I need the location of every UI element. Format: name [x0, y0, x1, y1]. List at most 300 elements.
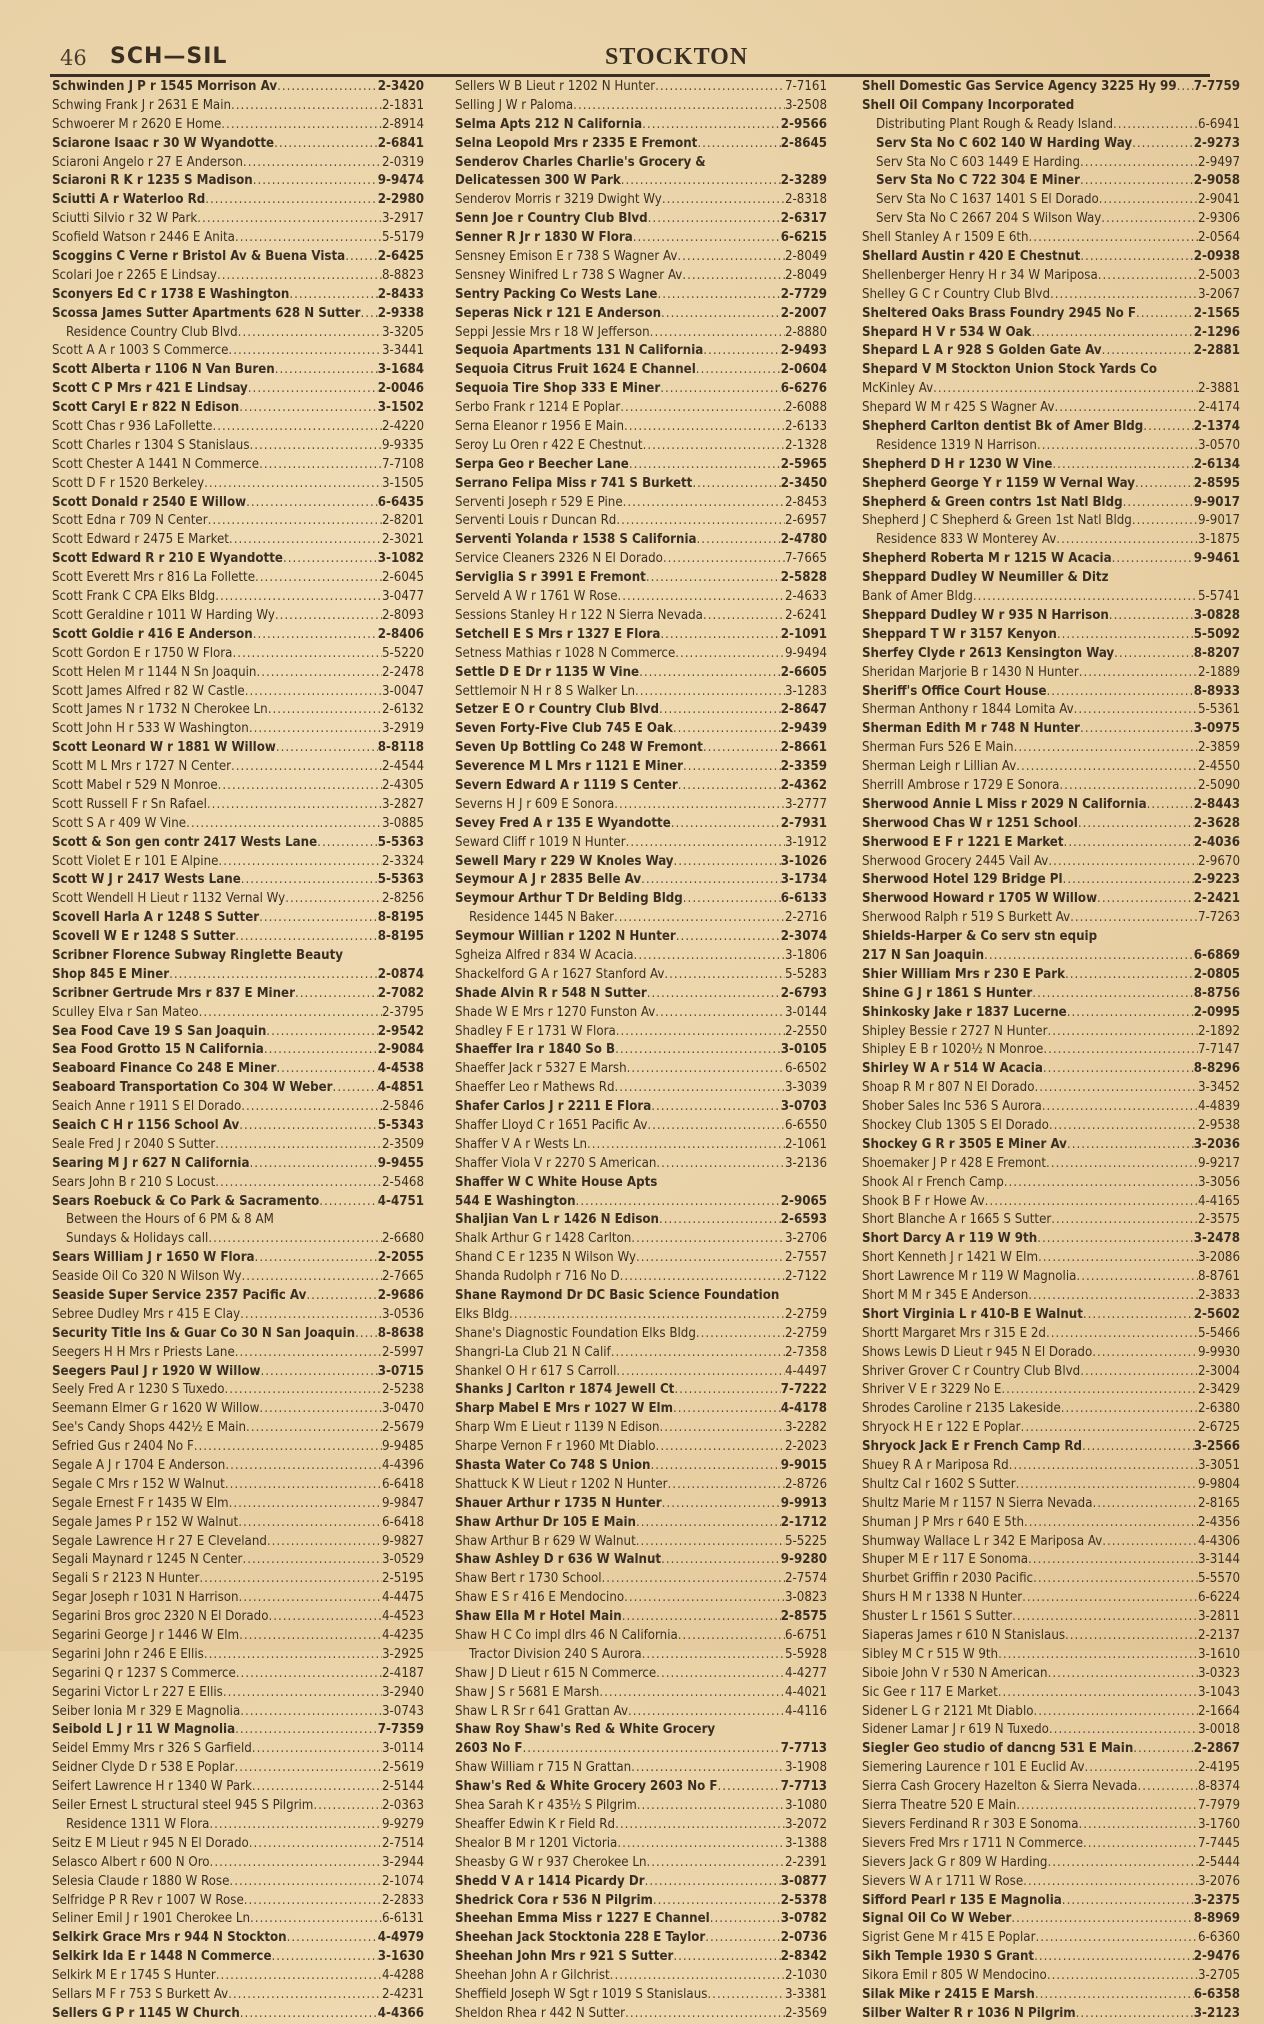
leader-dots: [1029, 229, 1198, 248]
listing-entry: [862, 1646, 1240, 1665]
listing-entry: [862, 1570, 1240, 1589]
listing-name-address: Selling J W r Paloma: [455, 97, 574, 113]
phone-number: 7-7161: [784, 79, 827, 94]
listing-name-address: Scott Mabel r 529 N Monroe: [52, 777, 218, 793]
leader-dots: [1080, 1363, 1198, 1382]
listing-name-address: Selfridge P R Rev r 1007 W Rose: [52, 1892, 244, 1908]
phone-number: 3-3452: [1197, 1080, 1240, 1096]
listing-entry: [862, 1117, 1240, 1136]
listing-name-address: McKinley Av: [862, 381, 934, 397]
leader-dots: [662, 1495, 781, 1514]
listing-name-address: Shangri-La Club 21 N Calif: [455, 1344, 611, 1360]
phone-number: 2-1889: [1197, 664, 1240, 680]
leader-dots: [239, 399, 378, 418]
phone-number: 2-4036: [1193, 834, 1240, 850]
leader-dots: [647, 1854, 785, 1873]
phone-number: 2-0604: [780, 362, 827, 378]
listing-name-address: Seroy Lu Oren r 422 E Chestnut: [455, 437, 643, 453]
phone-number: 2-9538: [1197, 1117, 1240, 1133]
listing-entry: [455, 267, 827, 286]
listing-name-address: Shockey Club 1305 S El Dorado: [862, 1117, 1049, 1133]
listing-name-address: Severn Edward A r 1119 S Center: [455, 777, 678, 793]
listing-name-address: Segale Lawrence H r 27 E Cleveland: [52, 1533, 267, 1549]
listing-subentry: [862, 531, 1240, 550]
leader-dots: [216, 1967, 382, 1986]
phone-number: 3-3381: [784, 1986, 827, 2002]
listing-entry: [455, 1721, 827, 1740]
listing-entry: [52, 1495, 424, 1514]
leader-dots: [1049, 1117, 1198, 1136]
listing-name-address: Shepherd & Green contrs 1st Natl Bldg: [862, 494, 1123, 510]
leader-dots: [232, 645, 382, 664]
phone-number: 9-9913: [780, 1495, 827, 1511]
phone-number: 7-7445: [1197, 1835, 1240, 1851]
leader-dots: [696, 361, 781, 380]
listing-entry: [862, 1986, 1240, 2005]
phone-number: 3-0703: [780, 1099, 827, 1115]
listing-name-address: Sherwood Annie L Miss r 2029 N California: [862, 796, 1147, 812]
phone-number: 2-3021: [381, 532, 424, 548]
leader-dots: [1076, 1268, 1198, 1287]
listing-entry: [862, 494, 1240, 513]
phone-number: 3-0144: [784, 1004, 827, 1020]
phone-number: 2-7665: [381, 1269, 424, 1285]
leader-dots: [306, 1287, 377, 1306]
leader-dots: [1016, 1797, 1198, 1816]
phone-number: 2-9670: [1197, 853, 1240, 869]
listing-name-address: Security Title Ins & Guar Co 30 N San Joaquin: [52, 1325, 356, 1341]
phone-number: 3-2917: [381, 211, 424, 227]
listing-entry: [455, 701, 827, 720]
listing-entry: [862, 1476, 1240, 1495]
leader-dots: [1099, 191, 1198, 210]
listing-name-address: Shultz Marie M r 1157 N Sierra Nevada: [862, 1495, 1093, 1511]
leader-dots: [1038, 1249, 1198, 1268]
listing-entry: [52, 1287, 424, 1306]
leader-dots: [250, 437, 382, 456]
listing-entry: [455, 1703, 827, 1722]
leader-dots: [1109, 607, 1194, 626]
phone-number: 6-6869: [1193, 947, 1240, 963]
listing-name-address: Siegler Geo studio of dancng 531 E Main: [862, 1741, 1134, 1757]
leader-dots: [319, 1193, 378, 1212]
listing-name-address: Scott James Alfred r 82 W Castle: [52, 683, 245, 699]
listing-name-address: Shauer Arthur r 1735 N Hunter: [455, 1495, 662, 1511]
listing-entry: [862, 1778, 1240, 1797]
phone-number: 7-7979: [1197, 1798, 1240, 1814]
leader-dots: [1035, 1986, 1194, 2005]
leader-dots: [616, 1023, 785, 1042]
listing-subentry: [455, 1646, 827, 1665]
listing-entry: [52, 531, 424, 550]
listing-name-address: Sherman Furs 526 E Main: [862, 740, 1014, 756]
listing-name-address: Sciaroni R K r 1235 S Madison: [52, 173, 253, 189]
listing-entry: [455, 154, 827, 173]
phone-number: 3-3441: [381, 343, 424, 359]
leader-dots: [1016, 1476, 1198, 1495]
leader-dots: [1135, 475, 1194, 494]
listing-entry: [52, 1703, 424, 1722]
leader-dots: [259, 1400, 382, 1419]
listing-entry: [862, 1551, 1240, 1570]
phone-number: 5-5343: [377, 1117, 424, 1133]
leader-dots: [1001, 1381, 1198, 1400]
listing-entry: [862, 1193, 1240, 1212]
phone-number: 8-8756: [1193, 985, 1240, 1001]
listing-name-address: Segarini George J r 1446 W Elm: [52, 1628, 240, 1644]
phone-number: 2-3881: [1197, 381, 1240, 397]
leader-dots: [1085, 1759, 1198, 1778]
listing-name-address: Serv Sta No C 1637 1401 S El Dorado: [876, 192, 1099, 208]
phone-number: 2-8647: [780, 702, 827, 718]
listing-entry: [52, 1929, 424, 1948]
phone-number: 2-9542: [377, 1023, 424, 1039]
leader-dots: [646, 569, 781, 588]
phone-number: 2-3795: [381, 1004, 424, 1020]
phone-number: 2-3509: [381, 1136, 424, 1152]
phone-number: 2-8201: [381, 513, 424, 529]
listing-name-address: Delicatessen 300 W Park: [455, 173, 621, 189]
listing-entry: [862, 1136, 1240, 1155]
listing-name-address: Seven Forty-Five Club 745 E Oak: [455, 721, 673, 737]
phone-number: 3-1630: [377, 1949, 424, 1965]
phone-number: 9-9461: [1193, 551, 1240, 567]
listing-name-address: Seidner Clyde D r 538 E Poplar: [52, 1760, 235, 1776]
listing-name-address: Shuper M E r 117 E Sonoma: [862, 1552, 1029, 1568]
listing-name-address: Sherrill Ambrose r 1729 E Sonora: [862, 777, 1060, 793]
listing-name-address: Sherman Leigh r Lillian Av: [862, 759, 1017, 775]
listing-entry: [862, 1967, 1240, 1986]
leader-dots: [245, 683, 382, 702]
listing-entry: [455, 1117, 827, 1136]
listing-entry: [862, 1721, 1240, 1740]
listing-entry: [52, 607, 424, 626]
listing-entry: [52, 683, 424, 702]
phone-number: 9-9485: [381, 1439, 424, 1455]
listing-name-address: Schwinden J P r 1545 Morrison Av: [52, 79, 278, 94]
listing-entry: [52, 1381, 424, 1400]
listing-name-address: Sellers G P r 1145 W Church: [52, 2005, 240, 2021]
leader-dots: [653, 1892, 781, 1911]
listing-name-address: Shryock H E r 122 E Poplar: [862, 1420, 1021, 1436]
phone-number: 3-2777: [784, 796, 827, 812]
phone-number: 8-8195: [377, 929, 424, 945]
listing-entry: [52, 1514, 424, 1533]
listing-name-address: Sea Food Cave 19 S San Joaquin: [52, 1023, 267, 1039]
leader-dots: [239, 1589, 382, 1608]
phone-number: 2-0938: [1193, 249, 1240, 265]
phone-number: 2-3450: [780, 475, 827, 491]
listing-continuation: [455, 1306, 827, 1325]
leader-dots: [276, 739, 378, 758]
listing-entry: [52, 853, 424, 872]
listing-name-address: Sherwood Chas W r 1251 School: [862, 815, 1078, 831]
phone-number: 4-4396: [381, 1458, 424, 1474]
leader-dots: [205, 191, 378, 210]
listing-name-address: Sciutti Silvio r 32 W Park: [52, 211, 198, 227]
leader-dots: [186, 815, 382, 834]
leader-dots: [1064, 834, 1194, 853]
listing-entry: [455, 1079, 827, 1098]
leader-dots: [255, 1249, 378, 1268]
listing-entry: [862, 1684, 1240, 1703]
leader-dots: [998, 1684, 1198, 1703]
listing-name-address: Sefried Gus r 2404 No F: [52, 1439, 194, 1455]
leader-dots: [710, 1910, 781, 1929]
listing-name-address: Seaboard Finance Co 248 E Miner: [52, 1061, 277, 1077]
listing-name-address: Shurs H M r 1338 N Hunter: [862, 1590, 1023, 1606]
leader-dots: [345, 248, 378, 267]
listing-entry: [52, 1551, 424, 1570]
listing-name-address: Short Lawrence M r 119 W Magnolia: [862, 1269, 1077, 1285]
phone-number: 2-1831: [381, 97, 424, 113]
listing-entry: [455, 456, 827, 475]
section-range: SCH—SIL: [110, 44, 228, 69]
phone-number: 2-8595: [1193, 475, 1240, 491]
phone-number: 2-3833: [1197, 1288, 1240, 1303]
phone-number: 2-3004: [1197, 1363, 1240, 1379]
leader-dots: [998, 1646, 1198, 1665]
listing-entry: [455, 1363, 827, 1382]
leader-dots: [333, 1079, 378, 1098]
phone-number: 2-4550: [1197, 759, 1240, 775]
listing-name-address: Shaw William r 715 N Grattan: [455, 1760, 632, 1776]
phone-number: 2-5468: [381, 1174, 424, 1190]
listing-name-address: Scott Edward R r 210 E Wyandotte: [52, 551, 283, 567]
phone-number: 4-4288: [381, 1968, 424, 1984]
leader-dots: [221, 116, 382, 135]
listing-name-address: Shaeffer Jack r 5327 E Marsh: [455, 1061, 627, 1077]
listing-entry: [52, 909, 424, 928]
listing-name-address: Shipley Bessie r 2727 N Hunter: [862, 1023, 1048, 1039]
leader-dots: [215, 1174, 382, 1193]
listing-entry: [52, 1797, 424, 1816]
listing-entry: [862, 834, 1240, 853]
listing-entry: [455, 1041, 827, 1060]
listing-entry: [862, 645, 1240, 664]
phone-number: 2-2478: [381, 664, 424, 680]
phone-number: 2-4356: [1197, 1514, 1240, 1530]
listing-subentry: [862, 116, 1240, 135]
listing-entry: [862, 1608, 1240, 1627]
phone-number: 2-6133: [784, 419, 827, 435]
phone-number: 2-6841: [377, 135, 424, 151]
leader-dots: [289, 286, 377, 305]
listing-name-address: Seppi Jessie Mrs r 18 W Jefferson: [455, 324, 650, 340]
leader-dots: [628, 1703, 785, 1722]
leader-dots: [208, 1230, 382, 1249]
leader-dots: [703, 607, 785, 626]
leader-dots: [212, 418, 382, 437]
listing-name-address: Shows Lewis D Lieut r 945 N El Dorado: [862, 1344, 1093, 1360]
listing-entry: [862, 475, 1240, 494]
listing-entry: [455, 1419, 827, 1438]
phone-number: 3-1388: [784, 1835, 827, 1851]
listing-name-address: Sigrist Gene M r 415 E Poplar: [862, 1930, 1036, 1946]
leader-dots: [1101, 210, 1198, 229]
leader-dots: [1056, 531, 1198, 550]
leader-dots: [697, 531, 781, 550]
listing-entry: [52, 985, 424, 1004]
phone-number: 2-8256: [381, 891, 424, 907]
leader-dots: [1024, 1514, 1198, 1533]
phone-number: 2-5003: [1197, 267, 1240, 283]
phone-number: 2-9338: [377, 305, 424, 321]
listing-entry: [862, 1155, 1240, 1174]
listing-name-address: Shinkosky Jake r 1837 Lucerne: [862, 1004, 1067, 1020]
leader-dots: [255, 569, 382, 588]
listing-name-address: Seaside Oil Co 320 N Wilson Wy: [52, 1269, 242, 1285]
phone-number: 7-7759: [1193, 79, 1240, 94]
leader-dots: [1043, 1041, 1198, 1060]
listing-entry: [862, 1023, 1240, 1042]
phone-number: 3-1505: [381, 475, 424, 491]
leader-dots: [1132, 512, 1198, 531]
phone-number: 3-1912: [784, 834, 827, 850]
leader-dots: [661, 305, 781, 324]
leader-dots: [1065, 966, 1194, 985]
phone-number: 4-4851: [377, 1080, 424, 1096]
listing-name-address: Sierra Theatre 520 E Main: [862, 1798, 1017, 1814]
phone-number: 2-8093: [381, 607, 424, 623]
leader-dots: [253, 626, 378, 645]
leader-dots: [199, 1570, 382, 1589]
listing-name-address: Shepard L A r 928 S Golden Gate Av: [862, 343, 1102, 359]
phone-number: 3-2086: [1197, 1250, 1240, 1266]
listing-name-address: Sherwood Hotel 129 Bridge Pl: [862, 872, 1063, 888]
listing-name-address: Seale Fred J r 2040 S Sutter: [52, 1136, 216, 1152]
leader-dots: [238, 324, 382, 343]
listing-name-address: Shrodes Caroline r 2135 Lakeside: [862, 1401, 1061, 1417]
listing-name-address: Seymour A J r 2835 Belle Av: [455, 872, 642, 888]
phone-number: 3-0743: [381, 1703, 424, 1719]
listing-name-address: Selkirk M E r 1745 S Hunter: [52, 1968, 216, 1984]
leader-dots: [231, 758, 382, 777]
listing-name-address: Shedd V A r 1414 Picardy Dr: [455, 1873, 645, 1889]
listing-name-address: Scott Edward r 2475 E Market: [52, 532, 229, 548]
listing-entry: [455, 1533, 827, 1552]
leader-dots: [243, 154, 382, 173]
listing-entry: [455, 947, 827, 966]
phone-number: 9-9474: [377, 173, 424, 189]
listing-name-address: Severence M L Mrs r 1121 E Miner: [455, 759, 683, 775]
listing-name-address: Shop 845 E Miner: [52, 966, 170, 982]
listing-entry: [52, 1684, 424, 1703]
phone-number: 2-2550: [784, 1023, 827, 1039]
listing-name-address: Sheehan John A r Gilchrist: [455, 1968, 610, 1984]
leader-dots: [1052, 456, 1193, 475]
listing-name-address: Shaw Ashley D r 636 W Walnut: [455, 1552, 662, 1568]
leader-dots: [1113, 116, 1198, 135]
phone-number: 2-0046: [377, 381, 424, 397]
leader-dots: [674, 1381, 780, 1400]
listing-entry: [862, 1514, 1240, 1533]
leader-dots: [660, 380, 781, 399]
phone-number: 2-9065: [780, 1193, 827, 1209]
listing-entry: [862, 342, 1240, 361]
listing-name-address: Shockey G R r 3505 E Miner Av: [862, 1136, 1067, 1152]
leader-dots: [259, 456, 382, 475]
listing-name-address: Shaeffer Leo r Mathews Rd: [455, 1080, 615, 1096]
listing-name-address: Seaside Super Service 2357 Pacific Av: [52, 1288, 307, 1303]
phone-number: 7-7713: [780, 1741, 827, 1757]
listing-name-address: Seegers Paul J r 1920 W Willow: [52, 1363, 261, 1379]
listing-entry: [52, 1665, 424, 1684]
listing-entry: [52, 1079, 424, 1098]
listing-name-address: Setchell E S Mrs r 1327 E Flora: [455, 626, 661, 642]
listing-name-address: Shultz Cal r 1602 S Sutter: [862, 1476, 1016, 1492]
phone-number: 2-8661: [780, 740, 827, 756]
phone-number: 9-9804: [1197, 1476, 1240, 1492]
phone-number: 2-0564: [1197, 230, 1240, 246]
listing-name-address: Sikh Temple 1930 S Grant: [862, 1949, 1035, 1965]
phone-number: 4-4235: [381, 1628, 424, 1644]
listing-entry: [52, 437, 424, 456]
listing-entry: [52, 1174, 424, 1193]
phone-number: 3-2375: [1193, 1892, 1240, 1908]
listing-entry: [455, 890, 827, 909]
listing-subentry: [52, 1816, 424, 1835]
listing-name-address: Sherman Anthony r 1844 Lomita Av: [862, 702, 1074, 718]
phone-number: 8-8638: [377, 1325, 424, 1341]
listing-entry: [455, 1759, 827, 1778]
phone-number: 2-4195: [1197, 1760, 1240, 1776]
listing-entry: [52, 1721, 424, 1740]
leader-dots: [241, 871, 378, 890]
leader-dots: [625, 2005, 785, 2024]
listing-name-address: Segarini Victor L r 227 E Ellis: [52, 1684, 223, 1700]
listing-entry: [455, 305, 827, 324]
listing-entry: [52, 210, 424, 229]
leader-dots: [656, 1155, 785, 1174]
listing-name-address: Serrano Felipa Miss r 741 S Burkett: [455, 475, 693, 491]
phone-number: 3-0529: [381, 1552, 424, 1568]
listing-entry: [52, 1570, 424, 1589]
listing-entry: [455, 1155, 827, 1174]
phone-number: 2-9439: [780, 721, 827, 737]
listing-entry: [862, 1287, 1240, 1306]
listing-name-address: Seaich Anne r 1911 S El Dorado: [52, 1099, 242, 1115]
listing-name-address: Signal Oil Co W Weber: [862, 1911, 1012, 1927]
listing-entry: [455, 1476, 827, 1495]
listing-entry: [52, 1873, 424, 1892]
phone-number: 2-9058: [1193, 173, 1240, 189]
listing-name-address: Sgheiza Alfred r 834 W Acacia: [455, 947, 634, 963]
listing-name-address: Between the Hours of 6 PM & 8 AM: [66, 1212, 274, 1228]
listing-name-address: Shane Raymond Dr DC Basic Science Foundation: [455, 1288, 780, 1303]
leader-dots: [274, 135, 378, 154]
phone-number: 2-6425: [377, 249, 424, 265]
phone-number: 8-8969: [1193, 1911, 1240, 1927]
phone-number: 3-2508: [784, 97, 827, 113]
listing-entry: [862, 985, 1240, 1004]
phone-number: 5-5283: [784, 966, 827, 982]
leader-dots: [228, 342, 382, 361]
listing-name-address: Residence Country Club Blvd: [66, 324, 238, 340]
listing-name-address: Scott Goldie r 416 E Anderson: [52, 626, 253, 642]
listing-entry: [862, 1419, 1240, 1438]
phone-number: 2-9566: [780, 116, 827, 132]
phone-number: 4-4277: [784, 1665, 827, 1681]
listing-entry: [52, 1136, 424, 1155]
leader-dots: [225, 1381, 382, 1400]
listing-name-address: Sears John B r 210 S Locust: [52, 1174, 216, 1190]
leader-dots: [1080, 172, 1194, 191]
phone-number: 2-7557: [784, 1250, 827, 1266]
listing-entry: [52, 154, 424, 173]
phone-number: 3-1760: [1197, 1816, 1240, 1832]
listing-entry: [862, 1892, 1240, 1911]
